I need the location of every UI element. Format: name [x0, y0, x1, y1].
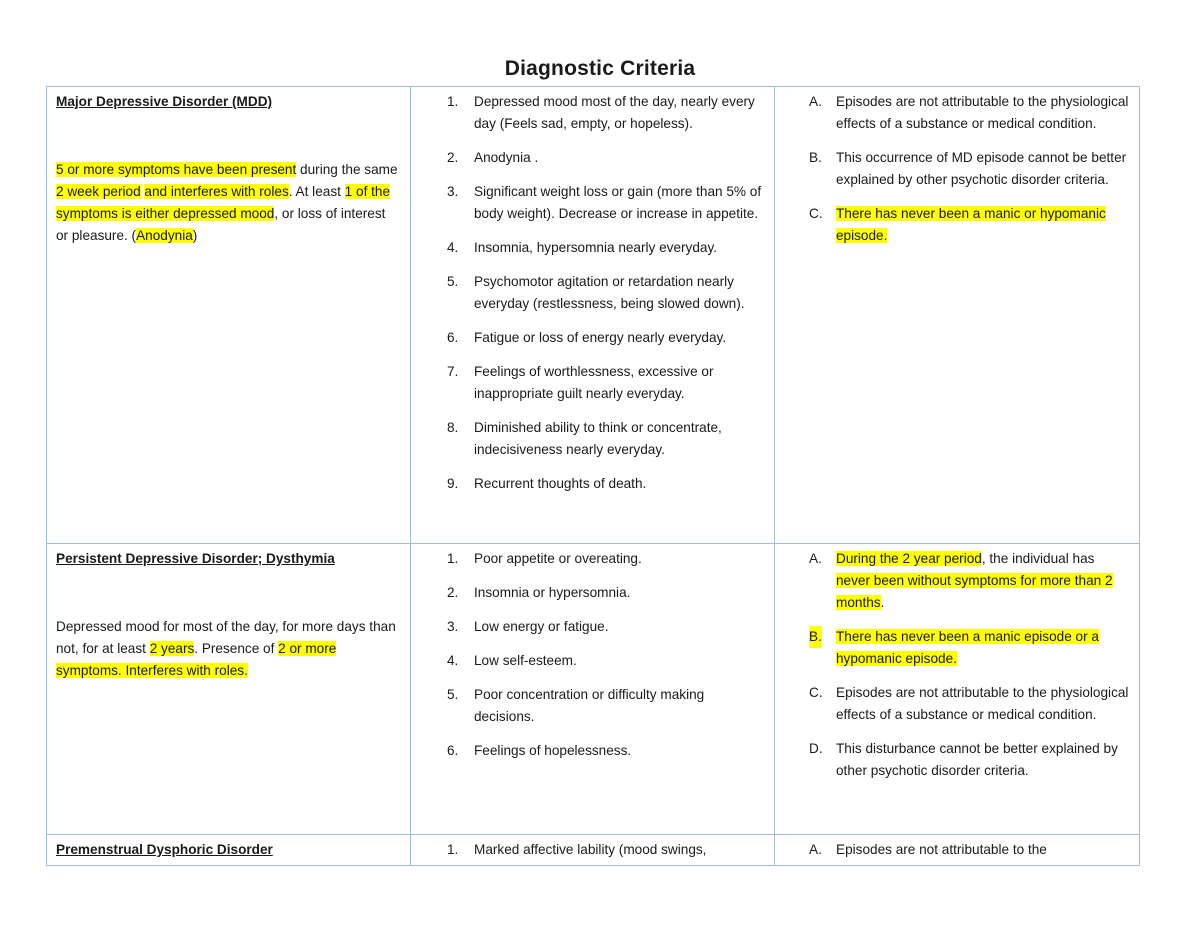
text-run: never been without symptoms for more than 2 months [836, 573, 1113, 610]
list-item-text [474, 585, 630, 600]
list-item-text [836, 94, 1128, 131]
text-run: . At least [288, 184, 345, 199]
disorder-description [56, 159, 401, 247]
list-item-number: 3. [447, 184, 459, 199]
text-run: Insomnia or hypersomnia. [474, 585, 631, 600]
exclusion-list [784, 548, 1130, 782]
symptom-list [420, 548, 765, 762]
list-item-text [836, 685, 1128, 722]
text-run: Depressed mood most of the day, nearly every day (Feels sad, empty, or hopeless). [474, 94, 755, 131]
list-item-text [836, 842, 1047, 857]
text-run: Feelings of worthlessness, excessive or inappropriate guilt nearly everyday. [474, 364, 714, 401]
list-item [420, 473, 765, 495]
list-item-number: 5. [447, 687, 459, 702]
list-item-number: 4. [447, 653, 459, 668]
list-item-number: 4. [447, 240, 459, 255]
list-item-text [474, 274, 745, 311]
text-run: Episodes are not attributable to the physiological effects of a substance or medical condition. [836, 685, 1129, 722]
exclusion-list [784, 91, 1130, 247]
list-item [420, 684, 765, 728]
list-item-number: 1. [447, 842, 459, 857]
exclusion-list [784, 839, 1130, 861]
list-item-number: B. [809, 626, 822, 648]
text-run: Diminished ability to think or concentrate, indecisiveness nearly everyday. [474, 420, 722, 457]
list-item [784, 738, 1130, 782]
list-item-text [836, 150, 1126, 187]
list-item [784, 203, 1130, 247]
text-run: During the 2 year period [836, 551, 982, 566]
disorder-cell [47, 835, 411, 866]
list-item-text [474, 240, 717, 255]
list-item-number: 9. [447, 476, 459, 491]
list-item-text [474, 420, 722, 457]
list-item-number: C. [809, 685, 823, 700]
criteria-table [46, 86, 1140, 866]
list-item-number: 5. [447, 274, 459, 289]
list-item [784, 839, 1130, 861]
list-item-number: 1. [447, 94, 459, 109]
list-item [420, 740, 765, 762]
list-item-number: A. [809, 94, 822, 109]
list-item-number: 2. [447, 150, 459, 165]
list-item [420, 271, 765, 315]
table-row-pmdd [47, 835, 1140, 866]
text-run: Low energy or fatigue. [474, 619, 609, 634]
list-item-number: 7. [447, 364, 459, 379]
list-item-text [474, 743, 631, 758]
list-item-text [474, 653, 577, 668]
list-item-number: D. [809, 741, 823, 756]
text-run: ) [192, 228, 198, 243]
list-item-text [474, 150, 538, 165]
symptom-list [420, 839, 765, 861]
disorder-cell [47, 87, 411, 544]
list-item-number: A. [809, 842, 822, 857]
list-item-text [836, 551, 1113, 610]
list-item [784, 91, 1130, 135]
text-run: Poor appetite or overeating. [474, 551, 642, 566]
text-run: 2 years [149, 641, 195, 656]
text-run: and interferes with roles [144, 184, 289, 199]
text-run: Episodes are not attributable to the [836, 842, 1047, 857]
list-item-number: C. [809, 206, 823, 221]
list-item [420, 91, 765, 135]
list-item-text [474, 184, 761, 221]
list-item-text [474, 551, 642, 566]
text-run: Low self-esteem. [474, 653, 577, 668]
symptoms-cell [411, 835, 775, 866]
text-run: Depressed mood for most of the day, for more days than not, for at least [56, 619, 396, 656]
text-run: Episodes are not attributable to the physiological effects of a substance or medical condition. [836, 94, 1129, 131]
list-item-text [474, 842, 706, 857]
exclusions-cell [775, 835, 1140, 866]
text-run: Insomnia, hypersomnia nearly everyday. [474, 240, 718, 255]
text-run: . Presence of [194, 641, 279, 656]
list-item-text [474, 619, 609, 634]
text-run: 1 of the symptoms is either depressed mood [56, 184, 391, 221]
text-run: 5 or more symptoms have been present [56, 162, 297, 177]
text-run: There has never been a manic or hypomanic episode. [836, 206, 1106, 243]
text-run: Anodynia [136, 228, 193, 243]
disorder-heading: Persistent Depressive Disorder; Dysthymia [56, 551, 335, 566]
text-run: . [880, 595, 885, 610]
list-item [420, 361, 765, 405]
list-item-text [474, 364, 714, 401]
list-item [420, 181, 765, 225]
text-run: Marked affective lability (mood swings, [474, 842, 707, 857]
list-item [420, 237, 765, 259]
list-item [420, 147, 765, 169]
list-item-number: B. [809, 150, 822, 165]
list-item-text [474, 330, 726, 345]
list-item [420, 582, 765, 604]
list-item [420, 417, 765, 461]
text-run: , the individual has [981, 551, 1095, 566]
list-item [420, 839, 765, 861]
list-item [420, 616, 765, 638]
list-item-number: 1. [447, 551, 459, 566]
text-run: This disturbance cannot be better explained by other psychotic disorder criteria. [836, 741, 1118, 778]
text-run: Feelings of hopelessness. [474, 743, 632, 758]
symptoms-cell [411, 87, 775, 544]
text-run: Fatigue or loss of energy nearly everyday. [474, 330, 727, 345]
list-item-text [836, 206, 1106, 243]
symptom-list [420, 91, 765, 495]
text-run: , or loss of interest or pleasure. ( [56, 206, 386, 243]
text-run: 2 week period [56, 184, 141, 199]
text-run: Recurrent thoughts of death. [474, 476, 647, 491]
list-item [784, 147, 1130, 191]
list-item-number: 2. [447, 585, 459, 600]
text-run: Poor concentration or difficulty making decisions. [474, 687, 705, 724]
list-item [784, 548, 1130, 614]
list-item-number: 8. [447, 420, 459, 435]
text-run: Significant weight loss or gain (more than 5% of body weight). Decrease or increase in appetite. [474, 184, 762, 221]
list-item-number: 3. [447, 619, 459, 634]
list-item [784, 626, 1130, 670]
exclusions-cell [775, 544, 1140, 835]
text-run: 2 or more symptoms. Interferes with roles. [56, 641, 337, 678]
list-item [420, 650, 765, 672]
list-item-number: 6. [447, 743, 459, 758]
list-item [784, 682, 1130, 726]
symptoms-cell [411, 544, 775, 835]
disorder-cell [47, 544, 411, 835]
list-item [420, 548, 765, 570]
list-item-number: A. [809, 551, 822, 566]
disorder-heading: Major Depressive Disorder (MDD) [56, 94, 273, 109]
list-item [420, 327, 765, 349]
list-item-text [836, 629, 1099, 666]
list-item-text [474, 94, 755, 131]
disorder-heading: Premenstrual Dysphoric Disorder [56, 842, 273, 857]
exclusions-cell [775, 87, 1140, 544]
table-row-mdd [47, 87, 1140, 544]
text-run: Anodynia . [474, 150, 539, 165]
text-run: during the same [296, 162, 398, 177]
list-item-number: 6. [447, 330, 459, 345]
list-item-text [836, 741, 1118, 778]
text-run: There has never been a manic episode or a hypomanic episode. [836, 629, 1099, 666]
list-item-text [474, 687, 704, 724]
disorder-description [56, 616, 401, 682]
list-item-text [474, 476, 646, 491]
page-title: Diagnostic Criteria [504, 57, 696, 80]
text-run: Psychomotor agitation or retardation nearly everyday (restlessness, being slowed down). [474, 274, 745, 311]
text-run: This occurrence of MD episode cannot be better explained by other psychotic disorder criteria. [836, 150, 1127, 187]
table-row-dysthymia [47, 544, 1140, 835]
